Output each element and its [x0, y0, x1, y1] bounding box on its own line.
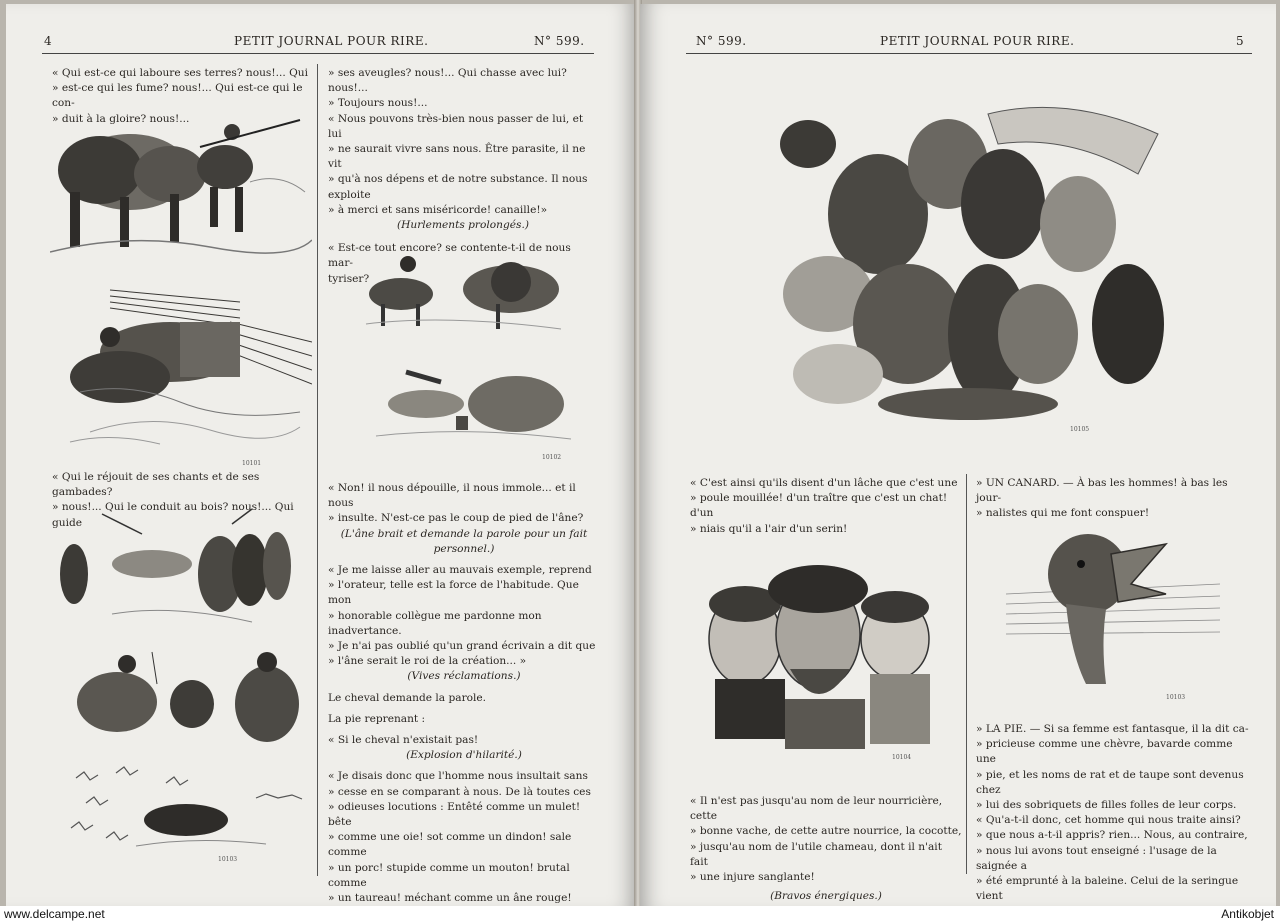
- right-page: [640, 4, 1276, 907]
- text-line: « Si le cheval n'existait pas!: [328, 734, 479, 747]
- balloon-figures-illustration: [62, 644, 312, 754]
- text-line: — À bas les hommes! à bas les jour-: [976, 477, 1228, 505]
- text-line: » nalistes qui me font conspuer!: [976, 507, 1150, 520]
- figure-number: 10103: [218, 856, 238, 863]
- right-issue-number: N° 599.: [696, 34, 747, 48]
- three-men-faces-illustration: [700, 559, 950, 754]
- text-line: » une injure sanglante!: [690, 871, 815, 884]
- left-issue-number: N° 599.: [534, 34, 585, 48]
- text-line: » niais qu'il a l'air d'un serin!: [690, 522, 848, 535]
- duck-head-illustration: [1006, 524, 1220, 694]
- figure-number: 10103: [1166, 694, 1186, 701]
- text-line: » ne saurait vivre sans nous. Être parasite, il ne vit: [328, 143, 586, 171]
- text-line: » comme une oie! sot comme un dindon! sale comme: [328, 831, 572, 859]
- horseback-donkeys-illustration: [346, 244, 576, 454]
- text-line: » jusqu'au nom de l'utile chameau, dont il n'ait fait: [690, 840, 942, 868]
- hunters-dogs-illustration: [52, 504, 310, 634]
- text-line: » Je n'ai pas oublié qu'un grand écrivain a dit que: [328, 640, 596, 653]
- left-journal-title: PETIT JOURNAL POUR RIRE.: [234, 34, 429, 48]
- figure-number: 10105: [1070, 426, 1090, 433]
- right-col2-text-b: » LA PIE. — Si sa femme est fantasque, il la dit ca- » pricieuse comme une chèvre, bavarde comme une » pie, et les noms de rat et de taupe sont devenus chez » lui des sobriquets de filles folles de leur corps. « Qu'a-t-il donc, cet homme qui nous traite ainsi? » que nous a-t-il appris? rien... Nous, au contraire, » nous lui avons tout enseigné : l'usage de la saignée a » été emprunté à la baleine. Celui de la seringue vient: [976, 722, 1252, 907]
- text-line: « Non! il nous dépouille, il nous immole... et il nous: [328, 482, 576, 510]
- stage-direction: (Vives réclamations.): [407, 670, 521, 683]
- left-header-rule: [42, 53, 594, 54]
- stage-direction: (Hurlements prolongés.): [397, 219, 529, 232]
- text-line: » nous!... Qui le conduit au bois? nous!... Qui guide: [52, 501, 294, 529]
- right-col1-text-a: [690, 476, 960, 537]
- text-line: » pie, et les noms de rat et de taupe sont devenus chez: [976, 768, 1244, 796]
- text-line: » honorable collègue me pardonne mon inadvertance.: [328, 609, 542, 637]
- text-line: » poule mouillée! d'un traître que c'est un chat! d'un: [690, 492, 948, 520]
- text-line: « Qui est-ce qui laboure ses terres? nous!... Qui: [52, 67, 308, 79]
- figure-number: 10104: [892, 754, 912, 761]
- boar-hunt-illustration: [66, 758, 314, 854]
- text-line: La pie reprenant :: [328, 712, 426, 725]
- text-line: » est-ce qui les fume? nous!... Qui est-ce qui le con-: [52, 82, 303, 110]
- text-line: « Nous pouvons très-bien nous passer de lui, et lui: [328, 112, 584, 140]
- text-line: » bonne vache, de cette autre nourrice, la cocotte,: [690, 825, 962, 838]
- text-line: » l'âne serait le roi de la création... »: [328, 655, 527, 668]
- left-page: [6, 4, 636, 907]
- right-column-rule: [966, 474, 967, 874]
- left-page-number: 4: [44, 34, 53, 48]
- text-line: » que nous a-t-il appris? rien... Nous, au contraire,: [976, 829, 1248, 842]
- text-line: » cesse en se comparant à nous. De là toutes ces: [328, 785, 591, 798]
- left-col2-text-b: [328, 481, 600, 907]
- text-line: » ses aveugles? nous!... Qui chasse avec lui? nous!...: [328, 67, 567, 95]
- speaker-canard: UN CANARD.: [985, 477, 1060, 489]
- text-line: » qu'à nos dépens et de notre substance. Il nous exploite: [328, 173, 588, 201]
- text-line: » lui des sobriquets de filles folles de leur corps.: [976, 799, 1237, 812]
- right-col2-text-a: » UN CANARD. — À bas les hommes! à bas les jour- » nalistes qui me font conspuer!: [976, 476, 1252, 522]
- plough-oxen-illustration: [50, 112, 312, 262]
- text-line: Le cheval demande la parole.: [328, 691, 487, 704]
- text-line: » l'orateur, telle est la force de l'habitude. Que mon: [328, 579, 579, 607]
- footer-site-left: www.delcampe.net: [4, 907, 105, 921]
- right-page-number: 5: [1236, 34, 1245, 48]
- text-line: » à merci et sans miséricorde! canaille!»: [328, 203, 548, 216]
- text-line: » duit à la gloire? nous!...: [52, 112, 190, 125]
- text-line: « Il n'est pas jusqu'au nom de leur nourricière, cette: [690, 795, 943, 823]
- right-header-rule: [686, 53, 1252, 54]
- right-journal-title: PETIT JOURNAL POUR RIRE.: [880, 34, 1075, 48]
- text-line: « Je disais donc que l'homme nous insultait sans: [328, 770, 588, 783]
- soldiers-battle-illustration: [50, 282, 312, 460]
- text-line: « Qui le réjouit de ses chants et de ses gambades?: [52, 471, 260, 499]
- figure-number: 10102: [542, 454, 562, 461]
- text-line: » Toujours nous!...: [328, 97, 428, 110]
- figure-number: 10101: [242, 460, 262, 467]
- animal-assembly-illustration: [768, 94, 1168, 424]
- text-line: tyriser?: [328, 272, 370, 285]
- text-line: » nous lui avons tout enseigné : l'usage de la saignée a: [976, 844, 1217, 872]
- text-line: « Est-ce tout encore? se contente-t-il de nous mar-: [328, 242, 571, 270]
- right-col1-text-b: [690, 794, 962, 904]
- left-column-rule: [317, 64, 318, 876]
- text-line: » pricieuse comme une chèvre, bavarde comme une: [976, 738, 1233, 766]
- text-line: — Si sa femme est fantasque, il la dit ca-: [1029, 723, 1249, 735]
- text-line: « Qu'a-t-il donc, cet homme qui nous traite ainsi?: [976, 814, 1241, 827]
- stage-direction: (Bravos énergiques.): [770, 890, 882, 903]
- text-line: » un porc! stupide comme un mouton! brutal comme: [328, 861, 570, 889]
- watermark-footer: [0, 906, 1280, 923]
- stage-direction: (Explosion d'hilarité.): [406, 749, 522, 762]
- text-line: » été emprunté à la baleine. Celui de la seringue vient: [976, 875, 1239, 903]
- footer-site-right: Antikobjet: [1221, 907, 1274, 921]
- text-line: « C'est ainsi qu'ils disent d'un lâche que c'est une: [690, 477, 958, 489]
- speaker-pie: LA PIE.: [985, 723, 1027, 735]
- text-line: » insulte. N'est-ce pas le coup de pied de l'âne?: [328, 512, 584, 525]
- stage-direction: personnel.): [433, 542, 495, 555]
- text-line: » un taureau! méchant comme un âne rouge!: [328, 892, 572, 905]
- text-line: » odieuses locutions : Entêté comme un mulet! bête: [328, 800, 581, 829]
- text-line: « Je me laisse aller au mauvais exemple, reprend: [328, 564, 592, 577]
- stage-direction: (L'âne brait et demande la parole pour un fait: [340, 527, 588, 540]
